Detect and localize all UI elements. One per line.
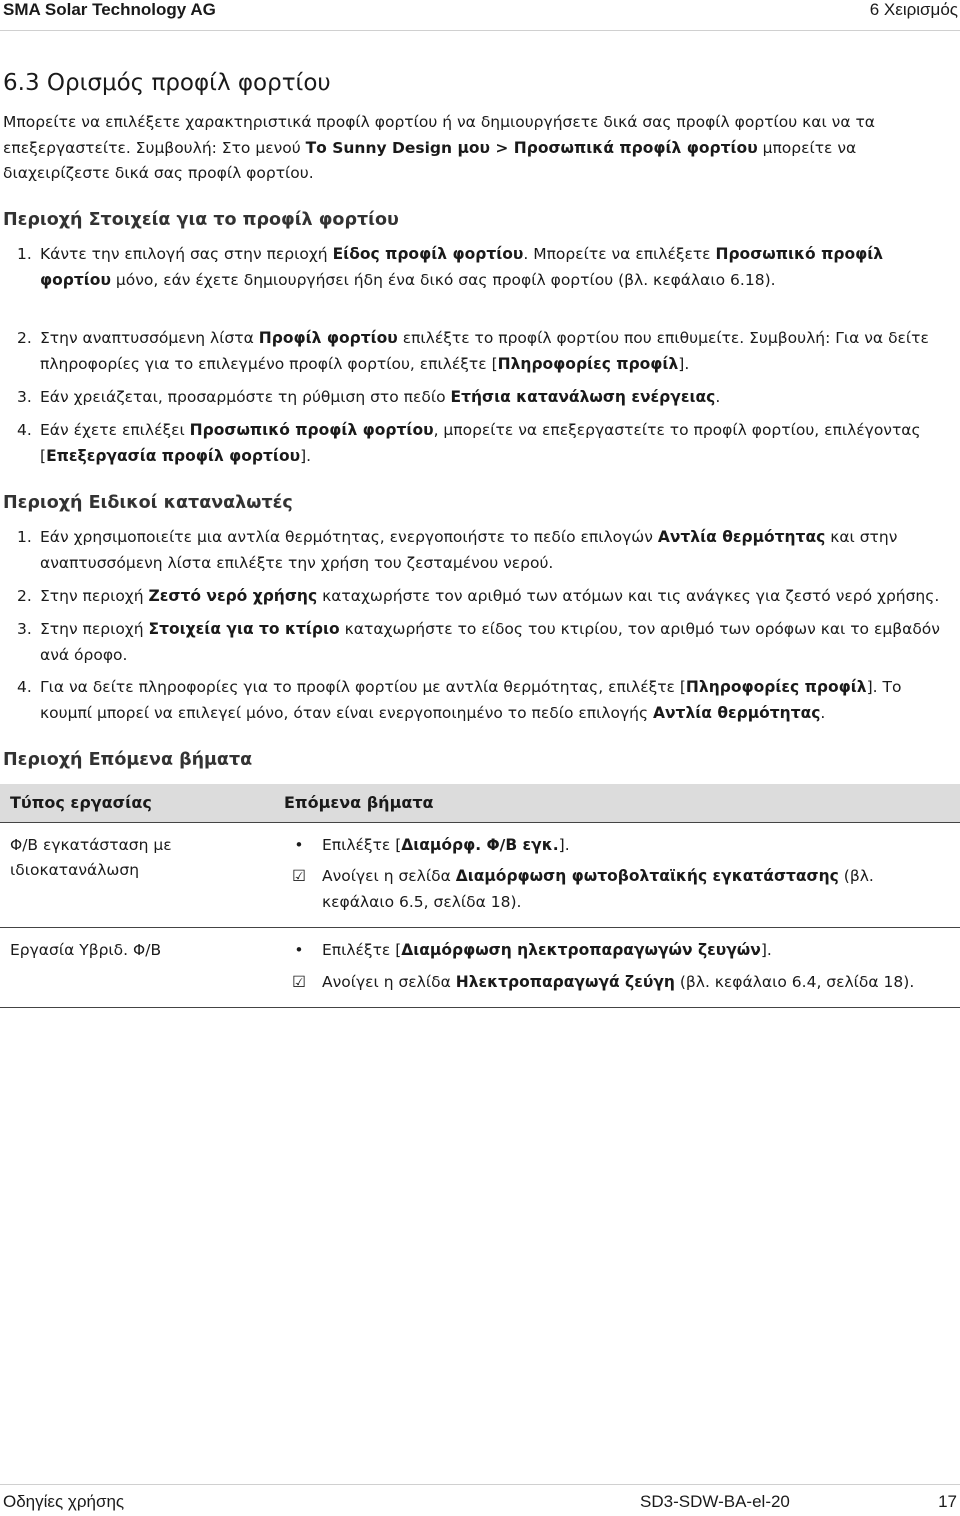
step-number: 2. xyxy=(17,329,32,347)
step-text: Κάντε την επιλογή σας στην περιοχή xyxy=(40,245,333,263)
step-text: καταχωρήστε τον αριθμό των ατόμων και τις ανάγκες για ζεστό νερό χρήσης. xyxy=(317,587,940,605)
page-header xyxy=(0,0,960,30)
area2-step-2 xyxy=(17,584,957,610)
step-text: . xyxy=(820,703,826,722)
intro-menu-name: Το Sunny Design μου xyxy=(305,138,490,157)
list-item xyxy=(284,970,950,996)
step-number: 1. xyxy=(17,528,32,546)
step-text: ]. xyxy=(678,354,690,373)
step-bold: Είδος προφίλ φορτίου xyxy=(332,245,524,263)
item-text: (βλ. κεφάλαιο 6.5, σελίδα 18). xyxy=(322,867,874,911)
step-text: Για να δείτε πληροφορίες για το προφίλ φορτίου με αντλία θερμότητας, επιλέξτε [ xyxy=(40,678,686,696)
table-row xyxy=(0,928,960,1008)
area1-step-2 xyxy=(17,326,957,377)
step-text: μόνο, εάν έχετε δημιουργήσει ήδη ένα δικό σας προφίλ φορτίου (βλ. κεφάλαιο 6.18). xyxy=(110,270,776,289)
item-bold: Διαμόρφωση φωτοβολταϊκής εγκατάστασης xyxy=(455,867,839,885)
item-text: (βλ. κεφάλαιο 6.4, σελίδα 18). xyxy=(674,972,915,991)
next-steps-table xyxy=(0,784,960,1008)
area2-step-4 xyxy=(17,675,957,726)
step-number: 3. xyxy=(17,620,32,638)
item-bold: Ηλεκτροπαραγωγά ζεύγη xyxy=(455,972,675,991)
next-steps-cell xyxy=(274,928,960,1008)
item-text: Επιλέξτε [ xyxy=(322,941,402,959)
item-bold: Διαμόρφ. Φ/Β εγκ. xyxy=(401,835,559,854)
step-bold: Ετήσια κατανάλωση ενέργειας xyxy=(450,388,716,406)
step-number: 1. xyxy=(17,245,32,263)
item-text: ]. xyxy=(760,941,772,959)
task-type-cell: Εργασία Υβριδ. Φ/Β xyxy=(0,928,274,1008)
item-text: ]. xyxy=(558,835,570,854)
step-text: Εάν χρειάζεται, προσαρμόστε τη ρύθμιση στο πεδίο xyxy=(40,388,451,406)
step-text: . Μπορείτε να επιλέξετε xyxy=(523,245,716,263)
step-bold: Αντλία θερμότητας xyxy=(653,703,821,722)
item-text: Ανοίγει η σελίδα xyxy=(322,972,456,991)
checkbox-result-icon: ☑ xyxy=(292,867,306,885)
step-text: επιλέξτε το προφίλ φορτίου που επιθυμείτε. Συμβουλή: Για να δείτε πληροφορίες για το επιλεγμένο προφίλ φορτίου, επιλέξτε [ xyxy=(40,329,929,373)
step-text: καταχωρήστε το είδος του κτιρίου, τον αριθμό των ορόφων και το εμβαδόν ανά όροφο. xyxy=(40,620,940,664)
step-bold: Αντλία θερμότητας xyxy=(657,528,826,546)
step-number: 2. xyxy=(17,587,32,605)
step-bold: Στοιχεία για το κτίριο xyxy=(148,620,340,638)
intro-paragraph xyxy=(3,110,953,187)
step-text: , μπορείτε να επεξεργαστείτε το προφίλ φορτίου, επιλέγοντας [ xyxy=(40,421,921,465)
step-text: Στην περιοχή xyxy=(40,620,149,638)
page-number: 17 xyxy=(938,1492,957,1511)
document-type: Οδηγίες χρήσης xyxy=(3,1492,125,1511)
intro-menu-item: Προσωπικά προφίλ φορτίου xyxy=(513,138,758,157)
footer-divider xyxy=(0,1484,960,1485)
section-title: 6.3 Ορισμός προφίλ φορτίου xyxy=(3,70,331,96)
step-bold: Προφίλ φορτίου xyxy=(258,329,398,347)
step-text: Εάν χρησιμοποιείτε μια αντλία θερμότητας, ενεργοποιήστε το πεδίο επιλογών xyxy=(40,528,658,546)
step-text: και στην αναπτυσσόμενη λίστα επιλέξτε την χρήση του ζεσταμένου νερού. xyxy=(40,528,898,572)
step-number: 4. xyxy=(17,678,32,696)
step-text: Στην περιοχή xyxy=(40,587,149,605)
item-text: Ανοίγει η σελίδα xyxy=(322,867,456,885)
bullet-icon: • xyxy=(294,941,304,959)
area2-heading: Περιοχή Ειδικοί καταναλωτές xyxy=(3,493,293,513)
header-divider xyxy=(0,30,960,31)
step-text: Εάν έχετε επιλέξει xyxy=(40,421,190,439)
step-text: . xyxy=(715,388,721,406)
table-header-type: Τύπος εργασίας xyxy=(0,784,274,822)
step-bold: Ζεστό νερό χρήσης xyxy=(148,587,318,605)
step-bold: Προσωπικό προφίλ φορτίου xyxy=(40,245,884,289)
table-row xyxy=(0,822,960,928)
area2-step-1 xyxy=(17,525,957,576)
step-text: ]. Το κουμπί μπορεί να επιλεγεί μόνο, όταν είναι ενεργοποιημένο το πεδίο επιλογής xyxy=(40,678,902,722)
list-item xyxy=(284,864,950,915)
area1-step-4 xyxy=(17,418,957,469)
step-number: 4. xyxy=(17,421,32,439)
bullet-icon: • xyxy=(294,835,304,854)
company-name: SMA Solar Technology AG xyxy=(3,0,216,19)
chapter-label: 6 Χειρισμός xyxy=(869,0,958,19)
next-steps-cell xyxy=(274,822,960,928)
step-number: 3. xyxy=(17,388,32,406)
item-bold: Διαμόρφωση ηλεκτροπαραγωγών ζευγών xyxy=(401,941,761,959)
step-text: Στην αναπτυσσόμενη λίστα xyxy=(40,329,259,347)
list-item xyxy=(284,938,950,964)
intro-text: Μπορείτε να επιλέξετε χαρακτηριστικά προφίλ φορτίου ή να δημιουργήσετε δικά σας προφίλ φορτίου και να τα επεξεργαστείτε. Συμβουλή: Στο μενού xyxy=(3,113,876,157)
step-text: ]. xyxy=(300,446,312,465)
step-bold: Πληροφορίες προφίλ xyxy=(685,678,867,696)
area1-step-1 xyxy=(17,242,957,293)
page-footer xyxy=(0,1488,960,1516)
step-bold: Προσωπικό προφίλ φορτίου xyxy=(189,421,434,439)
table-header-steps: Επόμενα βήματα xyxy=(274,784,960,822)
area1-heading: Περιοχή Στοιχεία για το προφίλ φορτίου xyxy=(3,210,399,230)
intro-separator: > xyxy=(489,138,514,157)
list-item xyxy=(284,833,950,859)
area2-step-3 xyxy=(17,617,957,668)
step-bold: Πληροφορίες προφίλ xyxy=(497,354,679,373)
item-text: Επιλέξτε [ xyxy=(322,835,402,854)
area3-heading: Περιοχή Επόμενα βήματα xyxy=(3,750,253,770)
checkbox-result-icon: ☑ xyxy=(292,972,306,991)
document-code: SD3-SDW-BA-el-20 xyxy=(640,1492,790,1511)
task-type-cell: Φ/Β εγκατάσταση με ιδιοκατανάλωση xyxy=(0,822,274,928)
step-bold: Επεξεργασία προφίλ φορτίου xyxy=(46,446,301,465)
table-header-row xyxy=(0,784,960,822)
intro-text-end: μπορείτε να διαχειρίζεστε δικά σας προφίλ φορτίου. xyxy=(3,138,857,182)
area1-step-3 xyxy=(17,385,957,411)
